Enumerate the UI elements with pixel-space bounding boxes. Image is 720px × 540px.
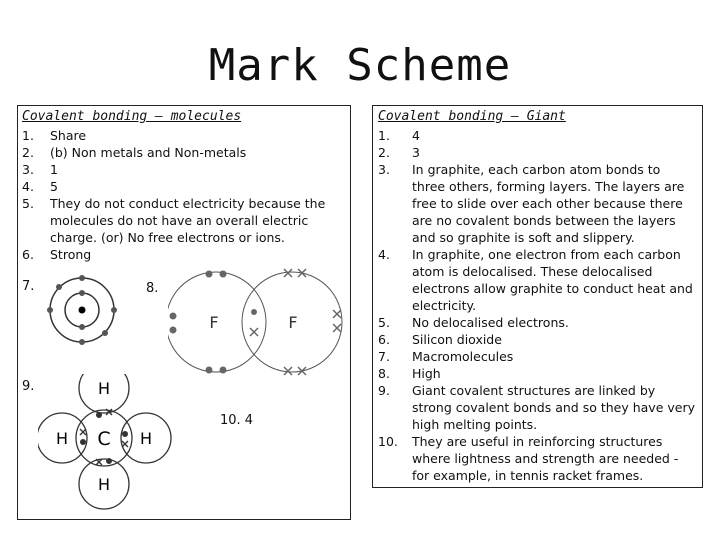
list-item: 3. In graphite, each carbon atom bonds to three others, forming layers. The layers are free to slide over each other because there are no covalent bonds between the layers and so graphite is soft and slippery. [378,162,685,245]
list-item: 1. 4 [378,128,420,143]
question-7-label: 7. [22,279,35,294]
page-title: Mark Scheme [208,40,512,91]
molecules-panel [17,105,351,520]
list-item: 2. 3 [378,145,420,160]
atom-shell-diagram [46,274,118,346]
fluorine-atom-label: F [288,313,298,332]
list-item: 9. Giant covalent structures are linked by strong covalent bonds and so they have very high melting points. [378,383,695,432]
hydrogen-atom-label: H [97,475,111,494]
hydrogen-atom-label: H [55,429,69,448]
giant-covalent-panel [372,105,703,488]
list-item: 5. They do not conduct electricity because the molecules do not have an overall electric charge. (or) No free electrons or ions. [22,196,326,245]
carbon-atom-label: C [97,428,111,450]
fluorine-atom-label: F [209,313,219,332]
list-item: 4. In graphite, one electron from each carbon atom is delocalised. These delocalised electrons allow graphite to conduct heat and electricity. [378,247,693,313]
hydrogen-atom-label: H [97,379,111,398]
list-item: 4. 5 [22,179,58,194]
list-item: 10. They are useful in reinforcing structures where lightness and strength are needed - for example, in tennis racket frames. [378,434,679,483]
hydrogen-atom-label: H [139,429,153,448]
fluorine-dot-cross-diagram [168,266,352,378]
giant-covalent-answer-list [378,127,696,484]
giant-covalent-heading: Covalent bonding – Giant [378,109,566,124]
list-item: 3. 1 [22,162,58,177]
list-item: 1. Share [22,128,87,143]
list-item: 7. Macromolecules [378,349,514,364]
list-item: 8. High [378,366,441,381]
question-10-label: 10. 4 [220,413,254,428]
methane-dot-cross-diagram [38,374,180,514]
question-9-label: 9. [22,379,35,394]
list-item: 2. (b) Non metals and Non-metals [22,145,247,160]
list-item: 5. No delocalised electrons. [378,315,569,330]
question-8-label: 8. [146,281,159,296]
molecules-answer-list [22,127,340,263]
list-item: 6. Silicon dioxide [378,332,502,347]
molecules-heading: Covalent bonding – molecules [22,109,242,124]
list-item: 6. Strong [22,247,92,262]
